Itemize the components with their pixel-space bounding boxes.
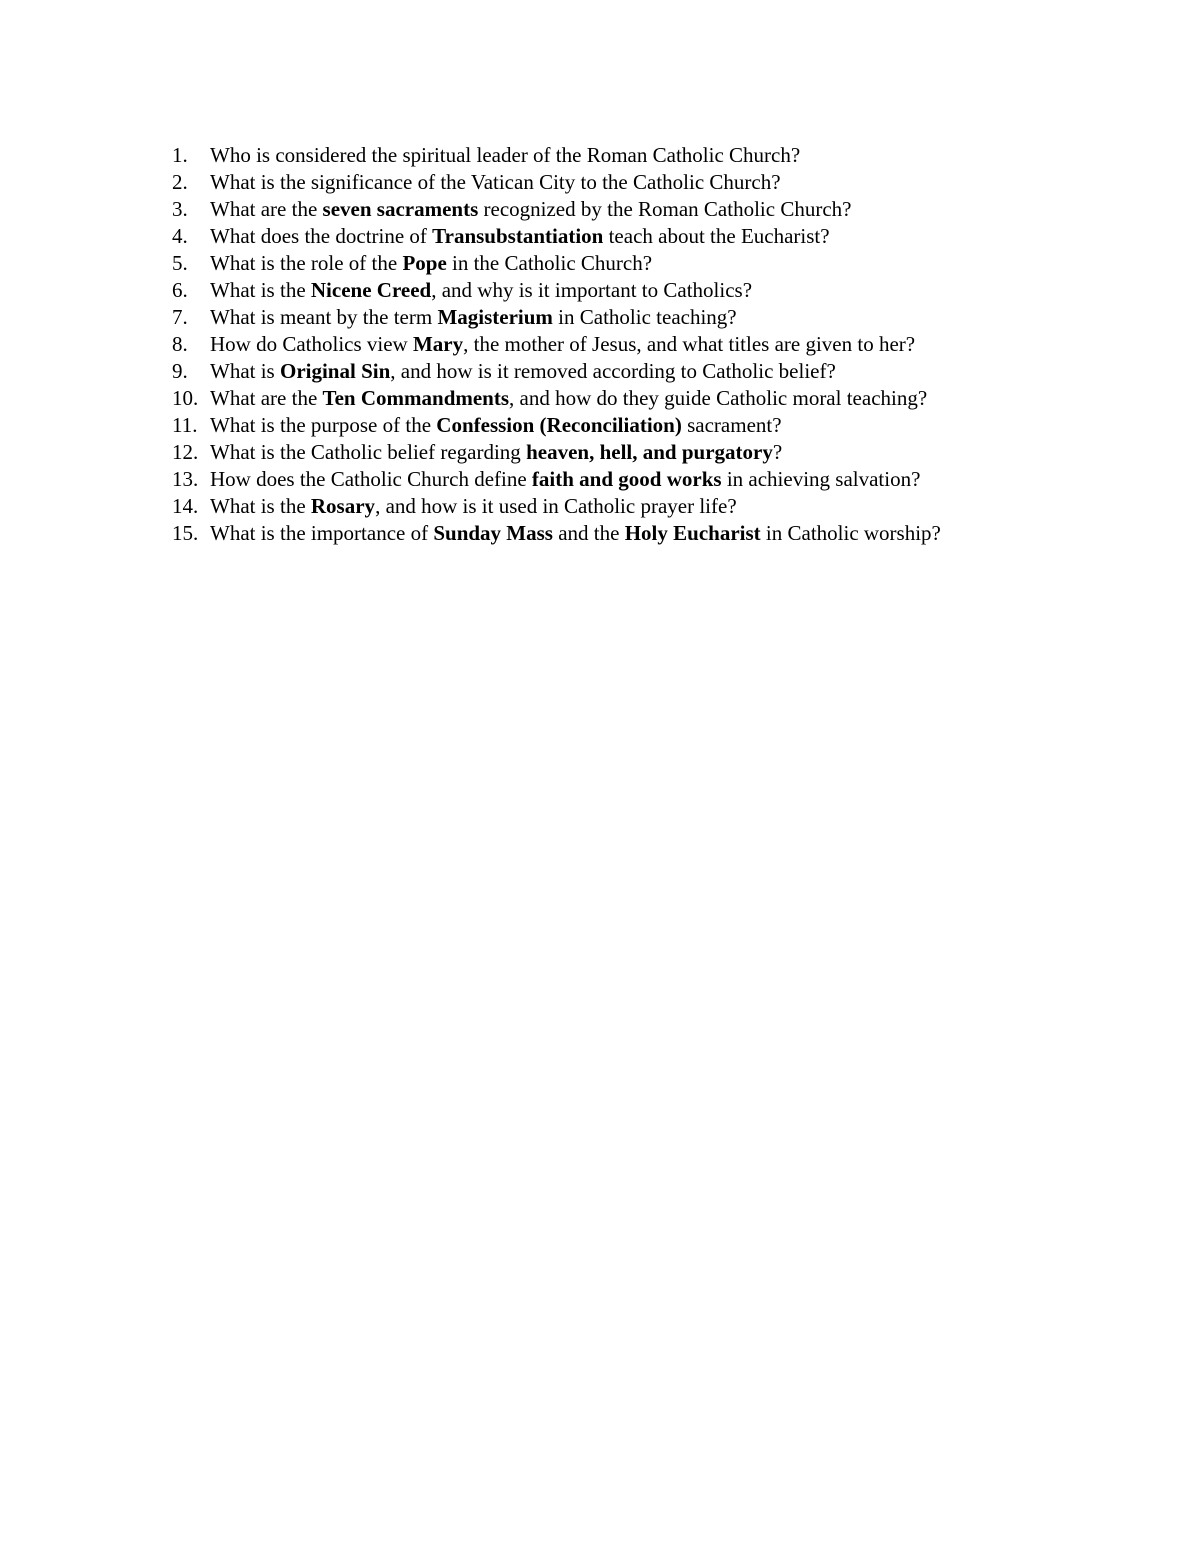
question-item bbox=[172, 358, 941, 385]
question-keyword: Pope bbox=[402, 251, 447, 275]
question-number: 6. bbox=[172, 278, 188, 302]
question-number: 14. bbox=[172, 494, 199, 518]
question-text-segment: in Catholic teaching? bbox=[552, 305, 737, 329]
question-text-segment: How does the Catholic Church define bbox=[210, 467, 532, 491]
question-text-segment: What is the bbox=[210, 494, 311, 518]
question-text bbox=[210, 304, 737, 331]
question-keyword: Mary bbox=[412, 332, 464, 356]
question-item bbox=[172, 196, 941, 223]
question-item bbox=[172, 223, 941, 250]
question-text-segment: What is bbox=[210, 359, 280, 383]
question-text-segment: in Catholic worship? bbox=[760, 521, 941, 545]
question-text-segment: recognized by the Roman Catholic Church? bbox=[478, 197, 852, 221]
question-keyword: Original Sin bbox=[279, 359, 391, 383]
question-number: 15. bbox=[172, 521, 199, 545]
question-keyword: seven sacraments bbox=[322, 197, 479, 221]
question-item bbox=[172, 493, 941, 520]
question-text bbox=[210, 142, 800, 169]
question-keyword: Magisterium bbox=[437, 305, 553, 329]
question-item bbox=[172, 277, 941, 304]
question-number: 11. bbox=[172, 413, 198, 437]
question-keyword: faith and good works bbox=[531, 467, 722, 491]
question-keyword: Nicene Creed bbox=[310, 278, 432, 302]
question-number: 4. bbox=[172, 224, 188, 248]
question-number: 10. bbox=[172, 386, 199, 410]
question-item bbox=[172, 385, 941, 412]
question-text bbox=[210, 493, 737, 520]
question-item bbox=[172, 169, 941, 196]
question-text-segment: , the mother of Jesus, and what titles are given to her? bbox=[463, 332, 916, 356]
question-text-segment: What is the bbox=[210, 278, 311, 302]
question-number: 2. bbox=[172, 170, 188, 194]
question-text-segment: ? bbox=[772, 440, 783, 464]
question-text-segment: How do Catholics view bbox=[210, 332, 413, 356]
question-item bbox=[172, 331, 941, 358]
question-text-segment: and the bbox=[552, 521, 625, 545]
question-text bbox=[210, 169, 781, 196]
question-number: 8. bbox=[172, 332, 188, 356]
question-item bbox=[172, 304, 941, 331]
question-number: 1. bbox=[172, 143, 188, 167]
question-keyword: Rosary bbox=[310, 494, 376, 518]
question-number: 5. bbox=[172, 251, 188, 275]
question-number: 3. bbox=[172, 197, 188, 221]
question-text-segment: What is the purpose of the bbox=[210, 413, 437, 437]
question-keyword: Transubstantiation bbox=[432, 224, 604, 248]
question-keyword: Holy Eucharist bbox=[624, 521, 761, 545]
question-text bbox=[210, 358, 836, 385]
question-text bbox=[210, 385, 927, 412]
question-text-segment: , and why is it important to Catholics? bbox=[431, 278, 753, 302]
question-text-segment: , and how do they guide Catholic moral teaching? bbox=[509, 386, 928, 410]
question-number: 9. bbox=[172, 359, 188, 383]
question-item bbox=[172, 142, 941, 169]
question-text-segment: Who is considered the spiritual leader of the Roman Catholic Church? bbox=[210, 143, 801, 167]
question-text-segment: What are the bbox=[210, 197, 323, 221]
question-item bbox=[172, 412, 941, 439]
question-text-segment: What does the doctrine of bbox=[210, 224, 433, 248]
question-text-segment: in achieving salvation? bbox=[721, 467, 921, 491]
question-text bbox=[210, 520, 941, 547]
question-text bbox=[210, 331, 915, 358]
question-keyword: heaven, hell, and purgatory bbox=[526, 440, 773, 464]
question-number: 13. bbox=[172, 467, 199, 491]
question-item bbox=[172, 250, 941, 277]
question-keyword: Ten Commandments bbox=[322, 386, 510, 410]
question-text-segment: in the Catholic Church? bbox=[446, 251, 653, 275]
question-item bbox=[172, 520, 941, 547]
question-keyword: Confession (Reconciliation) bbox=[436, 413, 682, 437]
question-text bbox=[210, 196, 851, 223]
question-item bbox=[172, 466, 941, 493]
question-text-segment: What is the role of the bbox=[210, 251, 403, 275]
question-text bbox=[210, 250, 652, 277]
question-text bbox=[210, 277, 752, 304]
question-text-segment: What is meant by the term bbox=[210, 305, 438, 329]
question-text-segment: What is the importance of bbox=[210, 521, 434, 545]
question-text-segment: What is the Catholic belief regarding bbox=[210, 440, 527, 464]
question-text-segment: What is the significance of the Vatican City to the Catholic Church? bbox=[210, 170, 781, 194]
question-text bbox=[210, 412, 782, 439]
question-text bbox=[210, 466, 920, 493]
question-text-segment: , and how is it used in Catholic prayer life? bbox=[375, 494, 737, 518]
question-number: 7. bbox=[172, 305, 188, 329]
question-list bbox=[172, 142, 941, 547]
question-keyword: Sunday Mass bbox=[433, 521, 553, 545]
question-text-segment: What are the bbox=[210, 386, 323, 410]
question-item bbox=[172, 439, 941, 466]
question-number: 12. bbox=[172, 440, 199, 464]
question-text bbox=[210, 439, 782, 466]
question-text bbox=[210, 223, 830, 250]
question-text-segment: teach about the Eucharist? bbox=[603, 224, 830, 248]
question-text-segment: sacrament? bbox=[681, 413, 782, 437]
question-text-segment: , and how is it removed according to Catholic belief? bbox=[390, 359, 836, 383]
